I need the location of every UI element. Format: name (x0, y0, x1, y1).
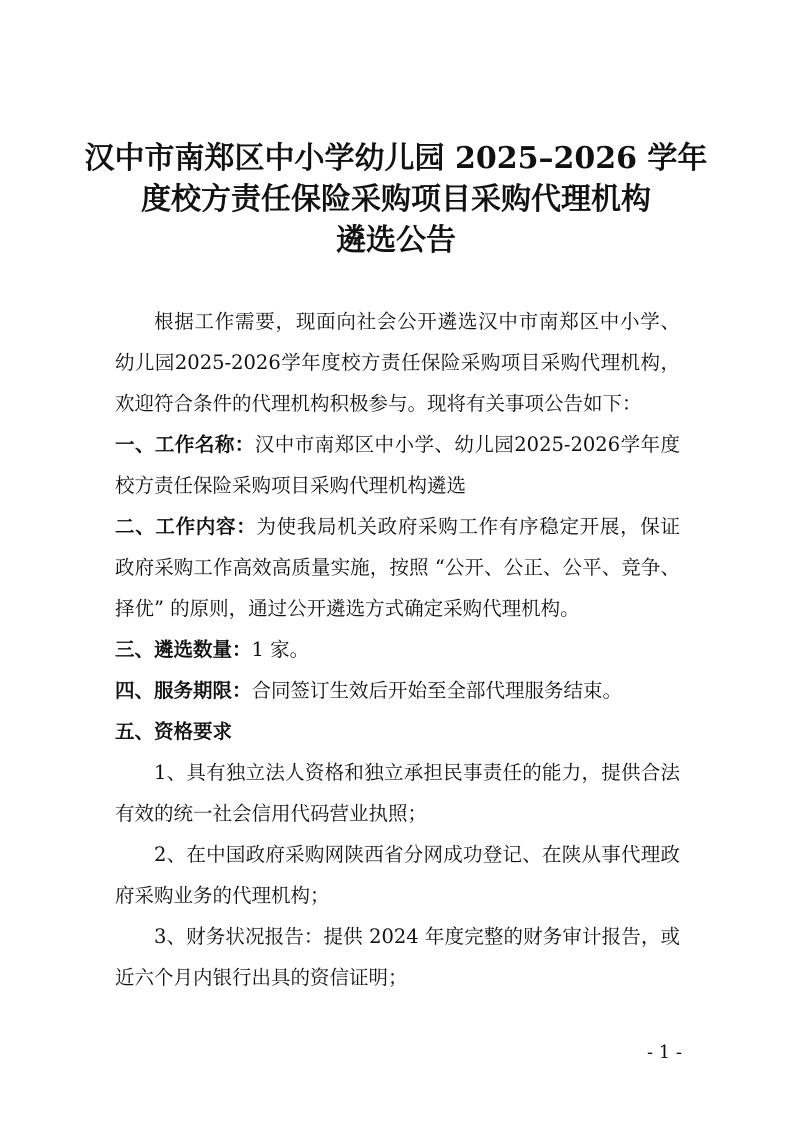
section-work-name (115, 424, 680, 506)
document-body (115, 301, 680, 998)
title-line-1: 汉中市南郑区中小学幼儿园 2025–2026 学年 (84, 141, 708, 176)
intro-paragraph: 根据工作需要，现面向社会公开遴选汉中市南郑区中小学、幼儿园2025-2026学年度校方责任保险采购项目采购代理机构，欢迎符合条件的代理机构积极参与。现将有关事项公告如下： (115, 310, 680, 415)
section-service-period (115, 670, 680, 711)
section-heading: 四、服务期限： (115, 679, 252, 702)
section-qualifications (115, 711, 680, 752)
section-text: 1 家。 (251, 638, 310, 661)
page-number: - 1 - (646, 1042, 682, 1063)
title-line-3: 遴选公告 (336, 223, 456, 258)
section-heading: 一、工作名称： (115, 433, 255, 456)
requirement-item: 3、财务状况报告：提供 2024 年度完整的财务审计报告，或近六个月内银行出具的资信证明； (115, 925, 680, 989)
section-work-content (115, 506, 680, 629)
section-selection-count (115, 629, 680, 670)
section-heading: 三、遴选数量： (115, 638, 252, 661)
section-text: 为使我局机关政府采购工作有序稳定开展，保证政府采购工作高效高质量实施，按照 “公开、公正、公平、竞争、择优” 的原则，通过公开遴选方式确定采购代理机构。 (115, 515, 680, 620)
section-text: 汉中市南郑区中小学、幼儿园2025-2026学年度校方责任保险采购项目采购代理机构遴选 (115, 433, 680, 497)
title-line-2: 度校方责任保险采购项目采购代理机构 (141, 182, 651, 217)
section-heading: 二、工作内容： (115, 515, 257, 538)
requirement-item: 1、具有独立法人资格和独立承担民事责任的能力，提供合法有效的统一社会信用代码营业执照； (115, 761, 680, 825)
document-title (80, 138, 712, 261)
requirement-item: 2、在中国政府采购网陕西省分网成功登记、在陕从事代理政府采购业务的代理机构； (115, 843, 680, 907)
section-heading: 五、资格要求 (115, 720, 233, 743)
section-text: 合同签订生效后开始至全部代理服务结束。 (251, 679, 623, 702)
